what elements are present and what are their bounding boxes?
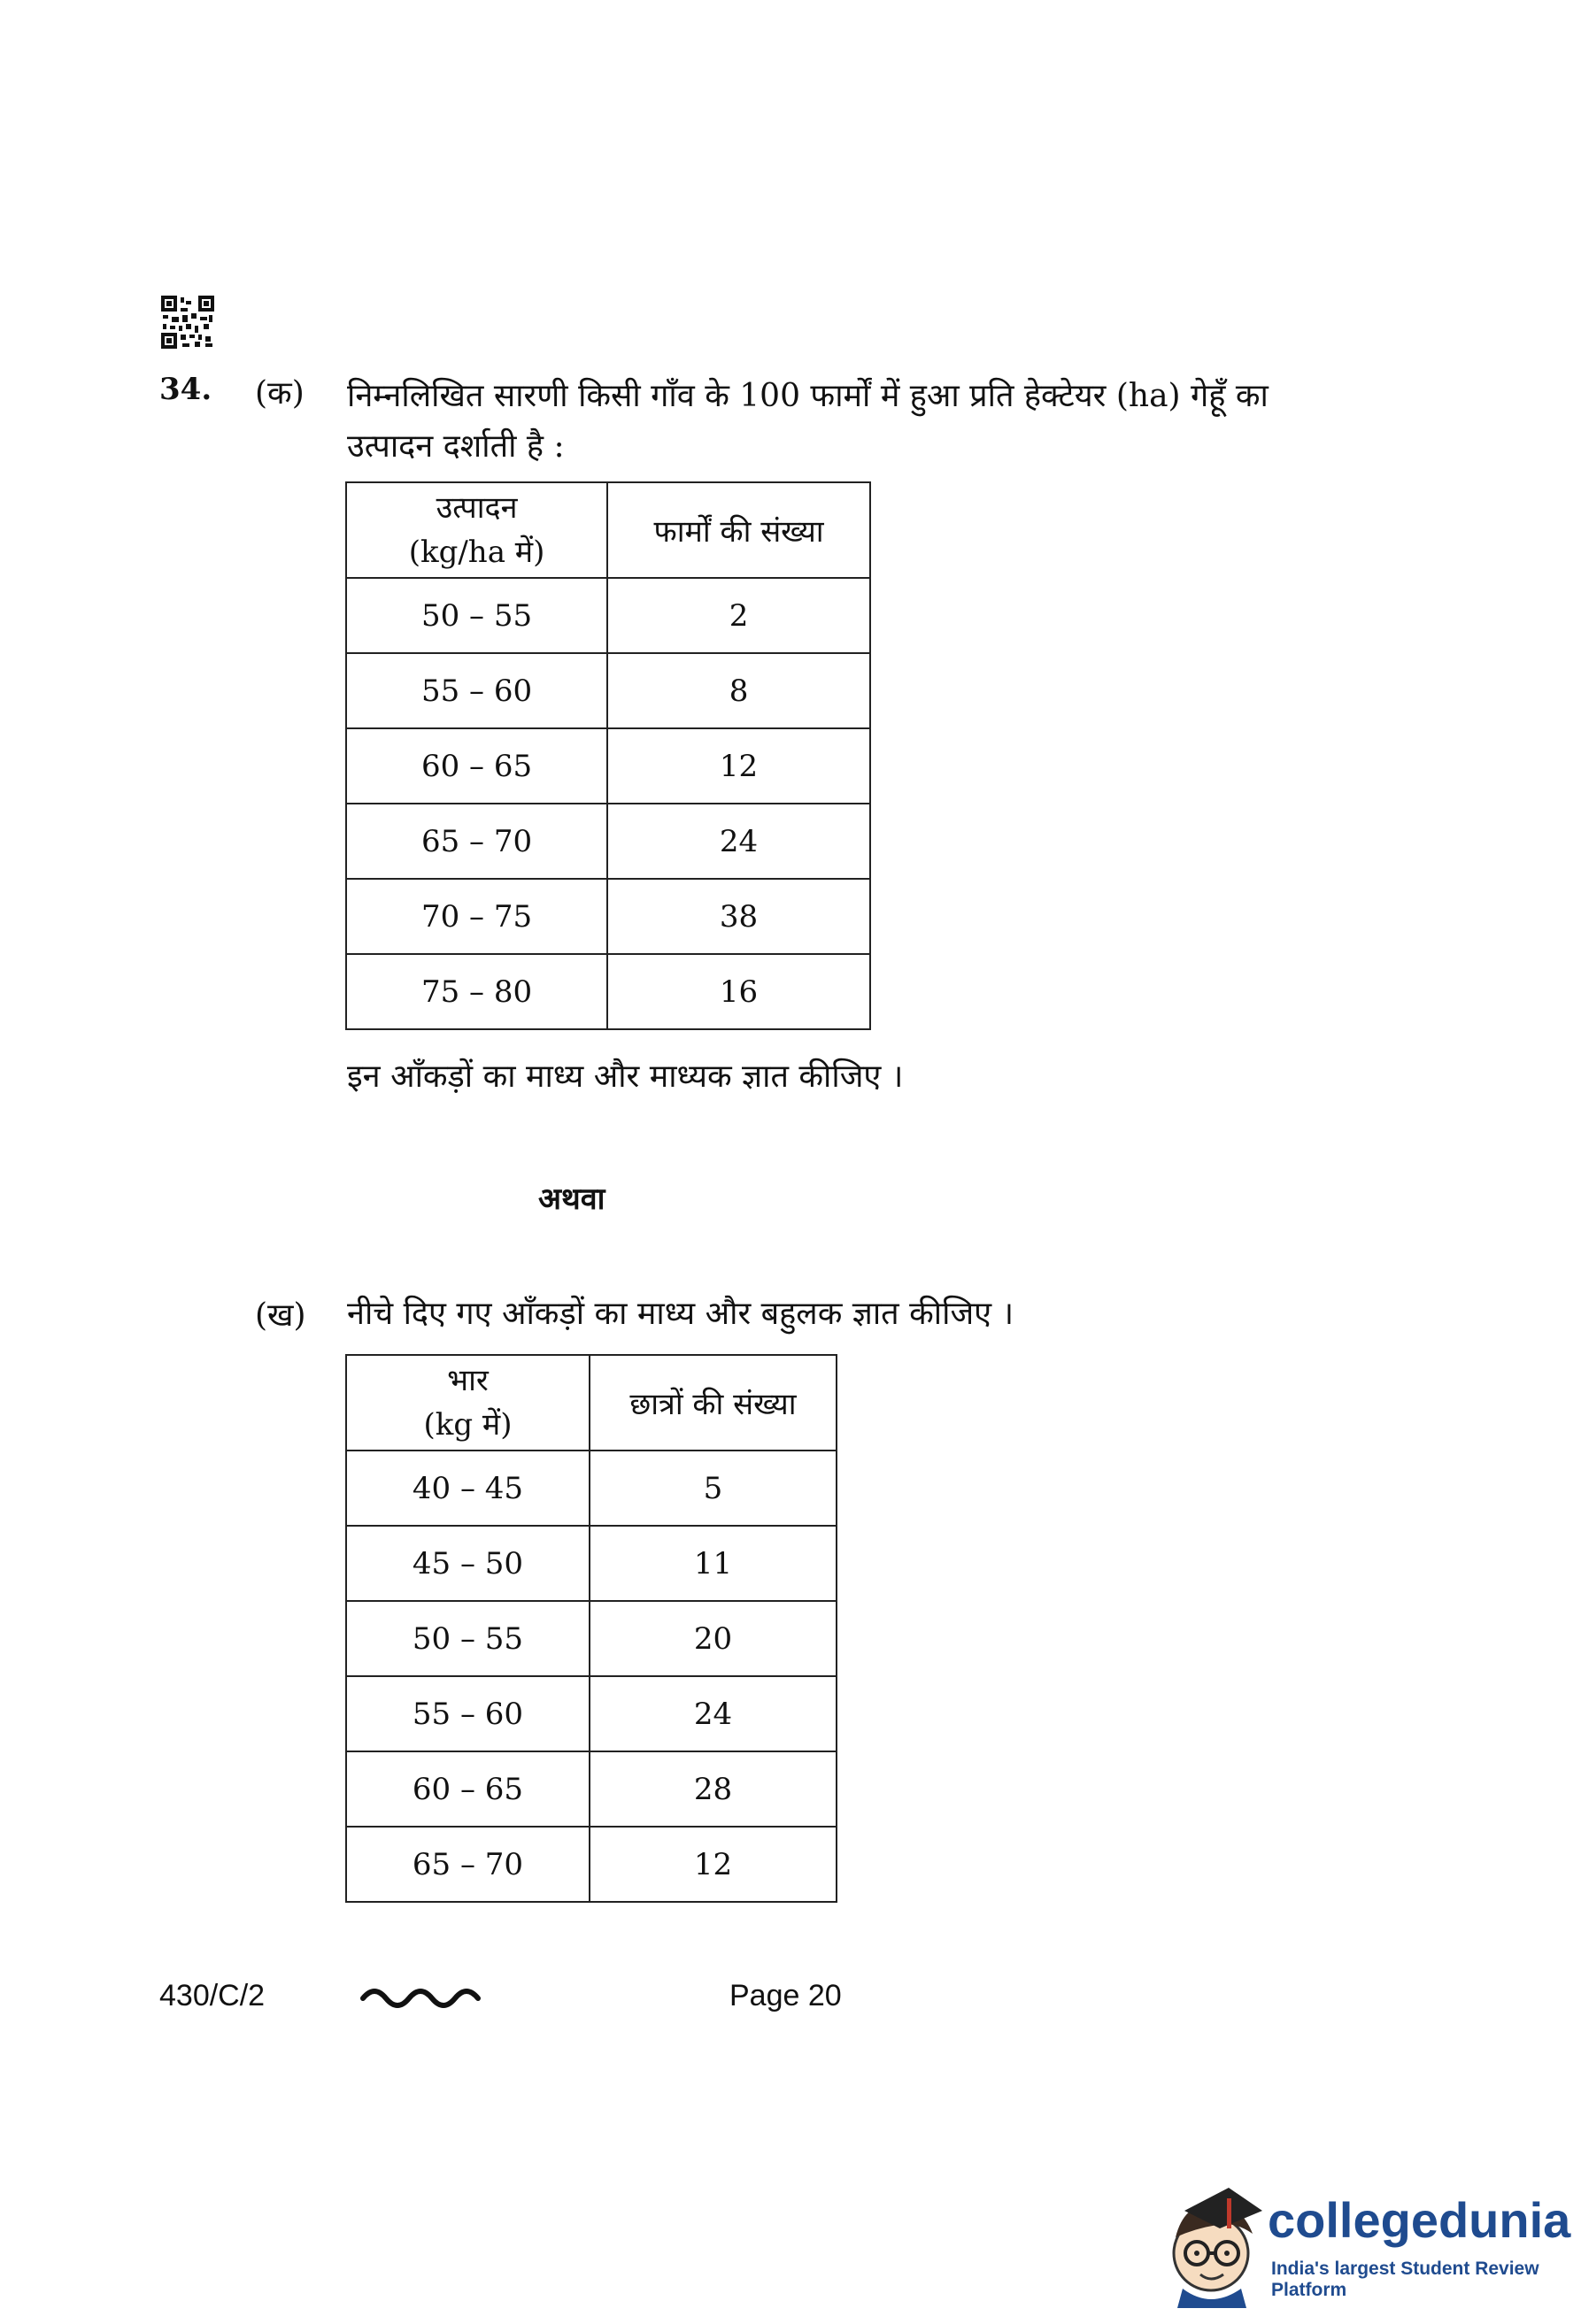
header-weight	[346, 1355, 590, 1451]
header-production-line1: उत्पादन	[436, 490, 518, 526]
range-cell: 65 – 70	[346, 1827, 590, 1902]
qr-code-icon	[161, 296, 214, 349]
table-row	[346, 653, 870, 728]
table-row	[346, 1751, 837, 1827]
part-a-text: निम्नलिखित सारणी किसी गाँव के 100 फार्मों में हुआ प्रति हेक्टेयर (ha) गेहूँ का	[347, 378, 1269, 414]
count-cell: 24	[607, 804, 870, 879]
count-cell: 8	[607, 653, 870, 728]
count-cell: 11	[590, 1526, 837, 1601]
mascot-logo-icon	[1167, 2175, 1264, 2308]
range-cell: 50 – 55	[346, 578, 607, 653]
range-cell: 55 – 60	[346, 653, 607, 728]
header-student-count: छात्रों की संख्या	[590, 1355, 837, 1451]
page-number: Page 20	[729, 1979, 842, 2012]
range-cell: 65 – 70	[346, 804, 607, 879]
table-row	[346, 578, 870, 653]
part-b-text: नीचे दिए गए आँकड़ों का माध्य और बहुलक ज्ञात कीजिए ।	[347, 1296, 1014, 1332]
table-row	[346, 879, 870, 954]
part-a-text-continued: उत्पादन दर्शाती है :	[347, 428, 565, 465]
or-separator: अथवा	[538, 1181, 605, 1217]
count-cell: 2	[607, 578, 870, 653]
count-cell: 28	[590, 1751, 837, 1827]
weight-table	[345, 1354, 837, 1903]
table-header-row	[346, 1355, 837, 1451]
paper-code: 430/C/2	[159, 1979, 266, 2012]
header-weight-line1: भार	[447, 1363, 489, 1398]
count-cell: 24	[590, 1676, 837, 1751]
part-a-instruction: इन आँकड़ों का माध्य और माध्यक ज्ञात कीजिए ।	[347, 1058, 904, 1095]
count-cell: 12	[607, 728, 870, 804]
range-cell: 40 – 45	[346, 1451, 590, 1526]
header-production	[346, 482, 607, 578]
range-cell: 45 – 50	[346, 1526, 590, 1601]
header-farm-count: फार्मों की संख्या	[607, 482, 870, 578]
table-row	[346, 1526, 837, 1601]
part-b-label: (ख)	[255, 1297, 306, 1334]
count-cell: 38	[607, 879, 870, 954]
header-production-line2: (kg/ha में)	[408, 535, 545, 570]
range-cell: 60 – 65	[346, 1751, 590, 1827]
range-cell: 70 – 75	[346, 879, 607, 954]
range-cell: 55 – 60	[346, 1676, 590, 1751]
tilde-ornament-icon	[359, 1977, 483, 2012]
part-a-label: (क)	[255, 375, 305, 412]
table-row	[346, 1676, 837, 1751]
table-row	[346, 954, 870, 1029]
count-cell: 20	[590, 1601, 837, 1676]
table-header-row	[346, 482, 870, 578]
range-cell: 75 – 80	[346, 954, 607, 1029]
brand-name: collegedunia	[1268, 2192, 1571, 2248]
range-cell: 50 – 55	[346, 1601, 590, 1676]
header-weight-line2: (kg में)	[423, 1407, 513, 1443]
count-cell: 5	[590, 1451, 837, 1526]
table-row	[346, 1451, 837, 1526]
range-cell: 60 – 65	[346, 728, 607, 804]
question-number: 34.	[159, 372, 212, 407]
count-cell: 12	[590, 1827, 837, 1902]
brand-tagline: India's largest Student Review Platform	[1271, 2259, 1539, 2300]
table-row	[346, 1601, 837, 1676]
production-table	[345, 481, 871, 1030]
table-row	[346, 804, 870, 879]
count-cell: 16	[607, 954, 870, 1029]
table-row	[346, 1827, 837, 1902]
table-row	[346, 728, 870, 804]
